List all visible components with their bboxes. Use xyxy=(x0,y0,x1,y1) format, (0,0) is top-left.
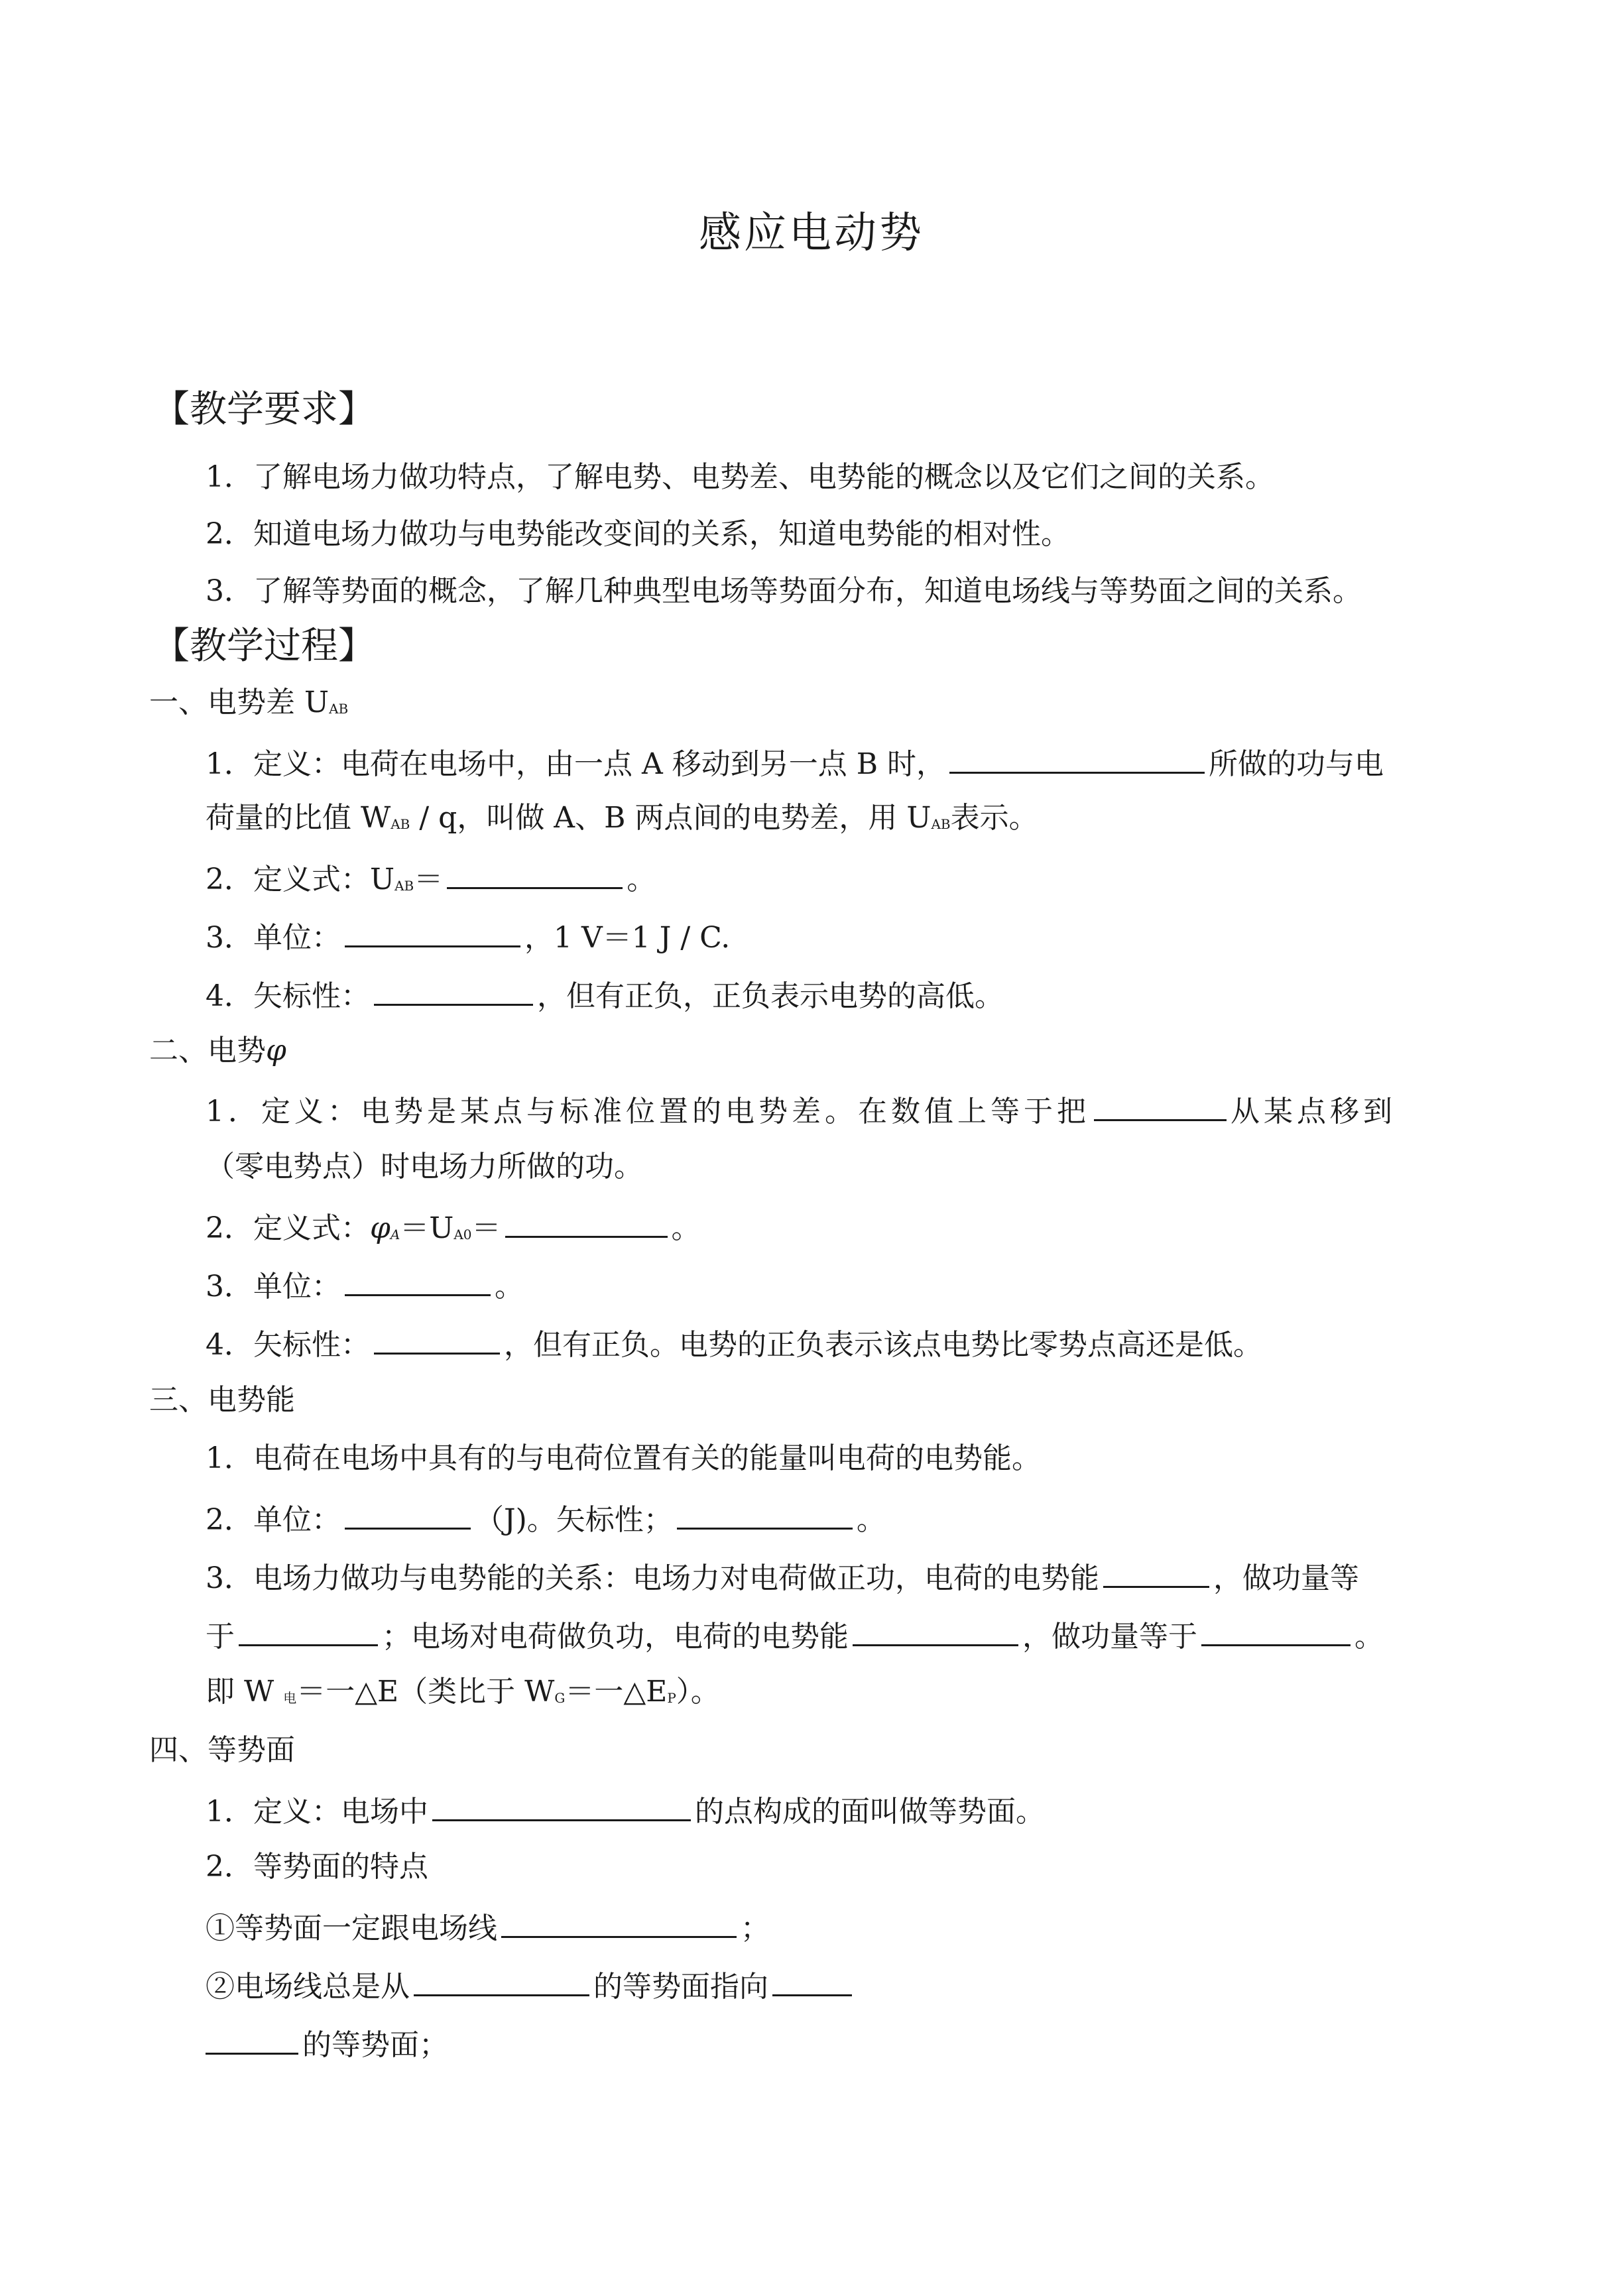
section3-relation-line1: 3．电场力做功与电势能的关系：电场力对电荷做正功，电荷的电势能 ，做功量等 xyxy=(206,1555,1498,1599)
blank-field[interactable] xyxy=(374,1322,500,1355)
blank-field[interactable] xyxy=(1201,1614,1351,1646)
blank-field[interactable] xyxy=(677,1497,853,1530)
section1-title: 一、电势差 UAB xyxy=(149,686,349,719)
blank-field[interactable] xyxy=(345,1497,471,1530)
blank-field[interactable] xyxy=(853,1614,1018,1646)
requirement-item-1: 1．了解电场力做功特点，了解电势、电势差、电势能的概念以及它们之间的关系。 xyxy=(206,460,1274,494)
section2-definition-line2: （零电势点）时电场力所做的功。 xyxy=(206,1150,643,1183)
section3-title: 三、电势能 xyxy=(149,1383,295,1417)
teaching-process-heading: 【教学过程】 xyxy=(152,625,375,668)
blank-field[interactable] xyxy=(501,1905,737,1938)
section2-unit: 3．单位： 。 xyxy=(206,1264,1498,1307)
section4-definition: 1．定义：电场中 的点构成的面叫做等势面。 xyxy=(206,1789,1498,1832)
blank-field[interactable] xyxy=(374,973,533,1006)
page-title: 感应电动势 xyxy=(699,209,924,258)
teaching-requirements-heading: 【教学要求】 xyxy=(152,388,375,431)
section4-feature2: ②电场线总是从 的等势面指向 xyxy=(206,1964,1498,2007)
blank-field[interactable] xyxy=(345,915,520,947)
blank-field[interactable] xyxy=(432,1789,691,1821)
section2-title: 二、电势φ xyxy=(149,1034,286,1067)
blank-field[interactable] xyxy=(206,2022,298,2055)
section4-feature1: ①等势面一定跟电场线 ； xyxy=(206,1905,1498,1949)
blank-field[interactable] xyxy=(1094,1089,1227,1121)
section3-relation-line2: 于 ；电场对电荷做负功，电荷的电势能 ，做功量等于 。 xyxy=(206,1614,1498,1657)
section1-definition-line2: 荷量的比值 WAB / q，叫做 A、B 两点间的电势差，用 UAB表示。 xyxy=(206,801,1038,835)
section4-features: 2．等势面的特点 xyxy=(206,1850,428,1884)
section3-equation: 即 W 电＝一△E（类比于 WG＝一△EP）。 xyxy=(206,1675,720,1709)
requirement-item-2: 2．知道电场力做功与电势能改变间的关系，知道电势能的相对性。 xyxy=(206,517,1070,551)
section1-unit: 3．单位： ，1 V＝1 J / C. xyxy=(206,915,1498,958)
section2-formula: 2．定义式：φA＝UA0＝ 。 xyxy=(206,1205,1498,1254)
blank-field[interactable] xyxy=(239,1614,378,1646)
blank-field[interactable] xyxy=(505,1205,668,1238)
blank-field[interactable] xyxy=(1103,1555,1209,1588)
section2-definition-line1: 1．定义：电势是某点与标准位置的电势差。在数值上等于把 从某点移到 xyxy=(206,1089,1498,1132)
blank-field[interactable] xyxy=(772,1964,852,1996)
blank-field[interactable] xyxy=(414,1964,589,1996)
section3-unit: 2．单位： （J)。矢标性； 。 xyxy=(206,1497,1498,1540)
requirement-item-3: 3．了解等势面的概念，了解几种典型电场等势面分布，知道电场线与等势面之间的关系。 xyxy=(206,574,1362,608)
section3-item1: 1．电荷在电场中具有的与电荷位置有关的能量叫电荷的电势能。 xyxy=(206,1441,1041,1475)
section1-formula: 2．定义式：UAB＝ 。 xyxy=(206,857,1498,906)
section1-vector: 4．矢标性： ，但有正负，正负表示电势的高低。 xyxy=(206,973,1498,1016)
section4-title: 四、等势面 xyxy=(149,1733,295,1767)
blank-field[interactable] xyxy=(949,741,1205,774)
section4-feature2-cont: 的等势面； xyxy=(206,2022,1498,2065)
blank-field[interactable] xyxy=(345,1264,491,1296)
section1-definition-line1: 1．定义：电荷在电场中，由一点 A 移动到另一点 B 时， 所做的功与电 xyxy=(206,741,1498,784)
blank-field[interactable] xyxy=(447,857,623,889)
section2-vector: 4．矢标性： ，但有正负。电势的正负表示该点电势比零势点高还是低。 xyxy=(206,1322,1498,1365)
